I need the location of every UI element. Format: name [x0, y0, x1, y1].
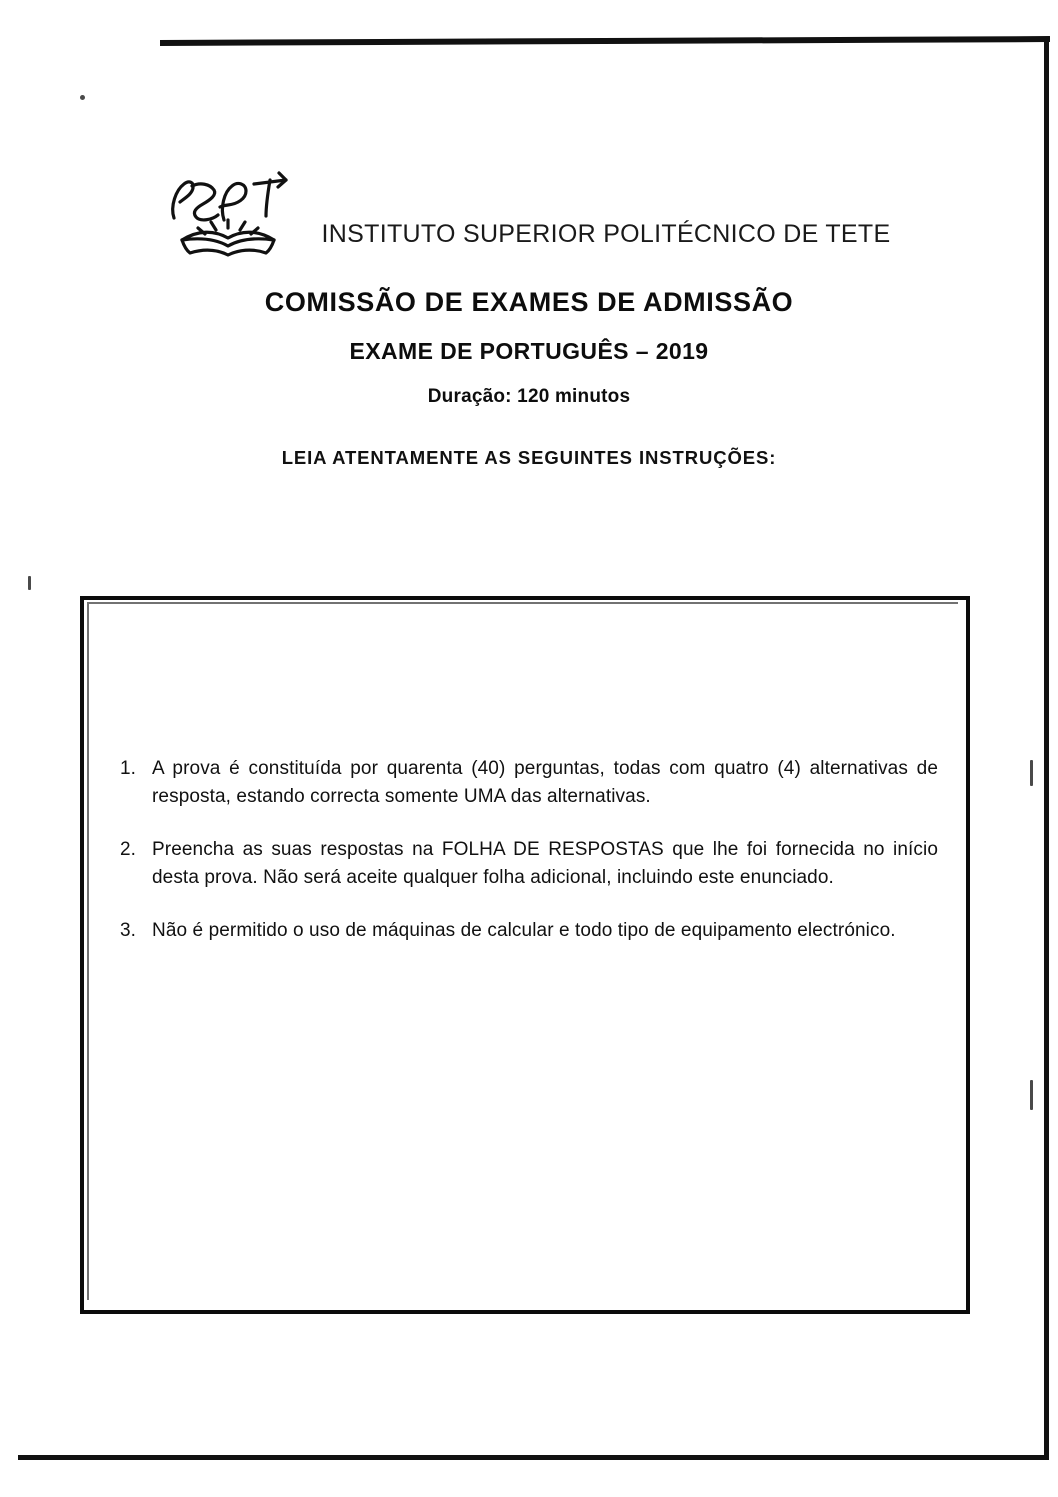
scan-speck [80, 95, 85, 100]
ispt-logo-icon [158, 160, 308, 265]
scan-speck [28, 576, 31, 590]
commission-title: COMISSÃO DE EXAMES DE ADMISSÃO [264, 287, 794, 317]
instructions-box [80, 596, 970, 1314]
instruction-text: A prova é constituída por quarenta (40) perguntas, todas com quatro (4) alternativas de resposta, estando correcta somente UMA das alternativas. [152, 758, 938, 807]
instruction-number: 3. [120, 920, 136, 942]
page-border-bottom [18, 1455, 1048, 1460]
instruction-text: Preencha as suas respostas na FOLHA DE RESPOSTAS que lhe foi fornecida no início desta prova. Não será aceite qualquer folha adicional, incluindo este enunciado. [152, 839, 938, 888]
exam-title: EXAME DE PORTUGUÊS – 2019 [349, 338, 709, 364]
instruction-text: Não é permitido o uso de máquinas de calcular e todo tipo de equipamento electrónico. [152, 920, 896, 942]
scan-speck [1030, 1080, 1033, 1110]
page-border-top [160, 36, 1050, 46]
instruction-number: 1. [120, 758, 136, 779]
institution-name: INSTITUTO SUPERIOR POLITÉCNICO DE TETE [321, 220, 891, 248]
exam-duration: Duração: 120 minutos [427, 386, 631, 407]
list-item [120, 836, 938, 891]
instruction-number: 2. [120, 839, 136, 861]
instructions-heading: LEIA ATENTAMENTE AS SEGUINTES INSTRUÇÕES: [281, 447, 777, 468]
list-item [120, 917, 938, 945]
list-item [120, 755, 938, 810]
logo-row [0, 160, 1058, 265]
instructions-list [120, 755, 938, 971]
scan-speck [1030, 760, 1033, 786]
document-header [0, 160, 1058, 469]
